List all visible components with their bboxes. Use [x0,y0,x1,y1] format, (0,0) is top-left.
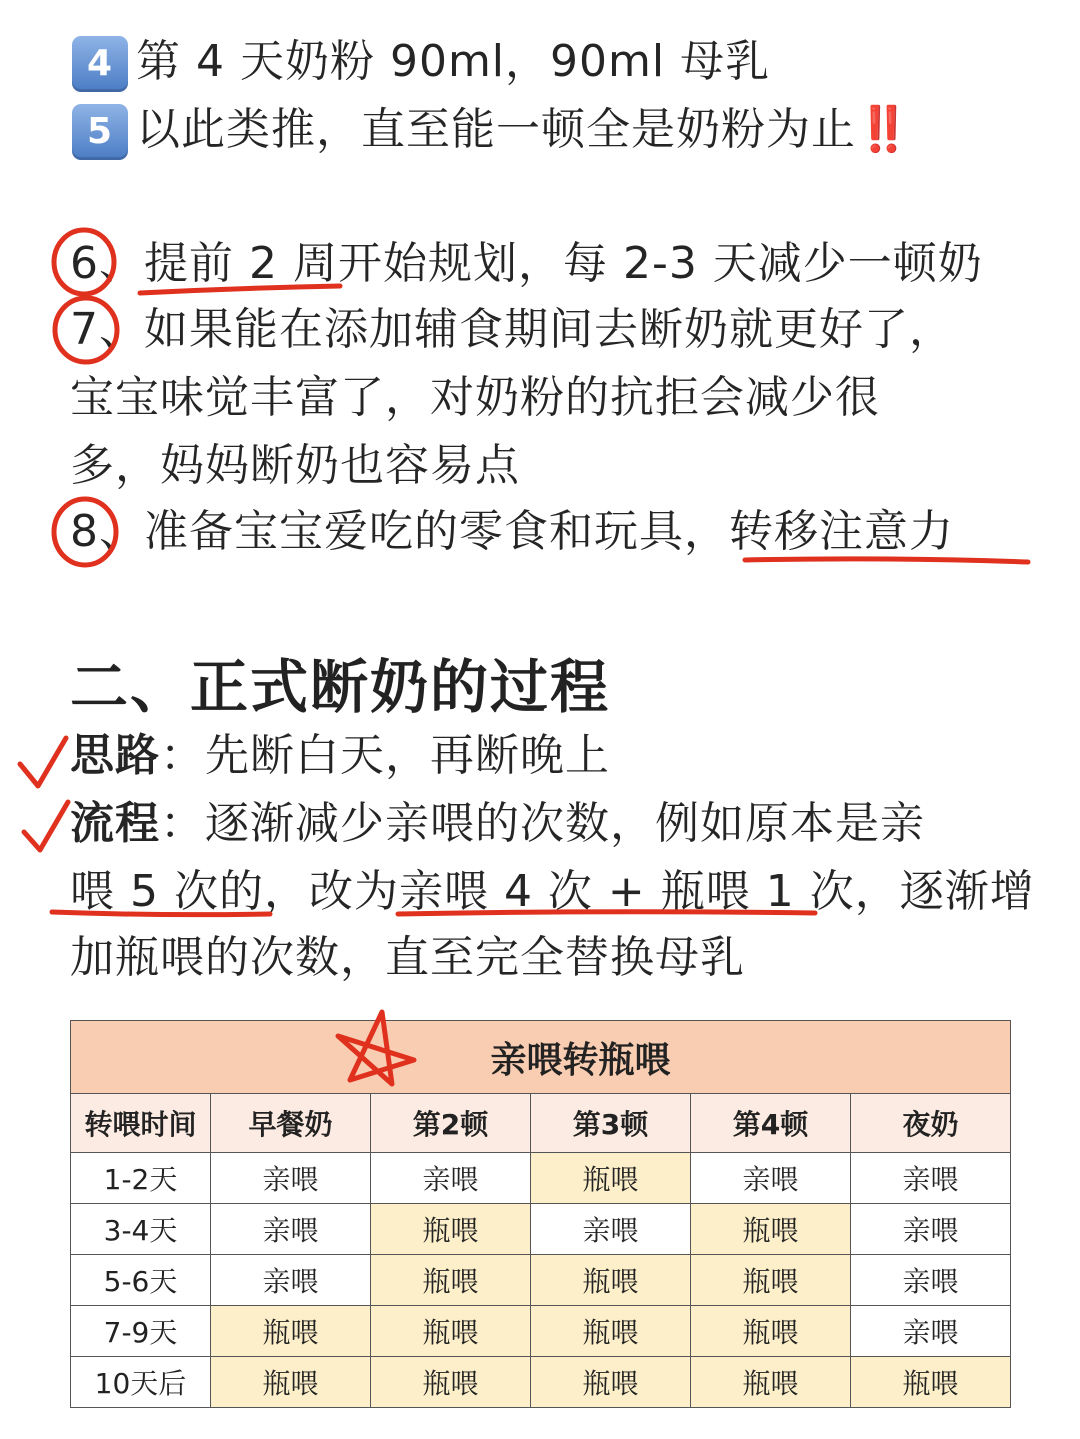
double-exclamation-icon: ‼️ [856,104,905,155]
idea-line [70,728,610,784]
list-item-4 [72,34,770,92]
tip-7-line3: 多，妈妈断奶也容易点 [70,440,520,491]
list-item-5 [72,102,905,160]
table-cell: 亲喂 [691,1153,851,1204]
table-cell: 瓶喂 [371,1255,531,1306]
process-line1 [70,796,925,852]
table-cell: 瓶喂 [211,1357,371,1408]
tip-6-text: 提前 2 周开始规划，每 2-3 天减少一顿奶 [144,238,983,289]
table-cell: 瓶喂 [371,1357,531,1408]
table-row [71,1204,1011,1255]
keycap-5-icon: 5 [72,104,128,160]
table-header-cell: 夜奶 [851,1094,1011,1153]
table-time-cell: 10天后 [71,1357,211,1408]
table-cell: 瓶喂 [371,1204,531,1255]
table-cell: 瓶喂 [531,1255,691,1306]
table-cell: 亲喂 [371,1153,531,1204]
process-text-1: ：逐渐减少亲喂的次数，例如原本是亲 [160,798,925,849]
keycap-4-icon: 4 [72,36,128,92]
tip-7-number: 7、 [70,304,144,355]
table-cell: 亲喂 [851,1255,1011,1306]
table-cell: 亲喂 [851,1306,1011,1357]
table-body [71,1153,1011,1408]
tip-7-line1: 如果能在添加辅食期间去断奶就更好了， [144,304,954,355]
tip-7-line2: 宝宝味觉丰富了，对奶粉的抗拒会减少很 [70,372,880,423]
table-cell: 瓶喂 [531,1153,691,1204]
process-line3: 加瓶喂的次数，直至完全替换母乳 [70,932,745,983]
table-time-cell: 5-6天 [71,1255,211,1306]
idea-label: 思路 [70,730,160,781]
table-cell: 瓶喂 [691,1255,851,1306]
feeding-schedule-table [70,1020,1010,1408]
checkmark-process-icon [24,802,68,850]
process-line2: 喂 5 次的，改为亲喂 4 次 + 瓶喂 1 次，逐渐增 [70,866,1035,917]
table-cell: 瓶喂 [691,1357,851,1408]
list-item-4-text: 第 4 天奶粉 90ml，90ml 母乳 [136,36,771,87]
tip-6-number: 6、 [70,238,144,289]
table-row [71,1255,1011,1306]
table-cell: 瓶喂 [371,1306,531,1357]
table-header-cell: 转喂时间 [71,1094,211,1153]
table-row [71,1306,1011,1357]
idea-text: ：先断白天，再断晚上 [160,730,610,781]
table-header-row [71,1094,1011,1153]
tip-8-number: 8、 [70,506,144,557]
table-cell: 亲喂 [211,1255,371,1306]
table-cell: 瓶喂 [851,1357,1011,1408]
table-time-cell: 7-9天 [71,1306,211,1357]
table-title: 亲喂转瓶喂 [490,1039,671,1081]
table-header-cell: 第4顿 [691,1094,851,1153]
table-cell: 瓶喂 [211,1306,371,1357]
table-title-cell [71,1021,1011,1094]
table-cell: 亲喂 [211,1153,371,1204]
table-cell: 亲喂 [851,1153,1011,1204]
table-header-cell: 第2顿 [371,1094,531,1153]
table-row [71,1357,1011,1408]
checkmark-idea-icon [20,738,66,786]
table-cell: 亲喂 [851,1204,1011,1255]
process-label: 流程 [70,798,160,849]
table-cell: 亲喂 [211,1204,371,1255]
table-cell: 亲喂 [531,1204,691,1255]
tip-item-8 [70,504,954,560]
table-cell: 瓶喂 [691,1204,851,1255]
table-time-cell: 1-2天 [71,1153,211,1204]
tip-8-text: 准备宝宝爱吃的零食和玩具，转移注意力 [144,506,954,557]
table-cell: 瓶喂 [531,1357,691,1408]
tip-item-6 [70,236,983,292]
table-row [71,1153,1011,1204]
tip-item-7 [70,302,954,358]
table-header-cell: 早餐奶 [211,1094,371,1153]
table-cell: 瓶喂 [531,1306,691,1357]
list-item-5-text: 以此类推，直至能一顿全是奶粉为止 [136,104,856,155]
table-header-cell: 第3顿 [531,1094,691,1153]
section-heading: 二、正式断奶的过程 [70,653,611,721]
table-cell: 瓶喂 [691,1306,851,1357]
table-time-cell: 3-4天 [71,1204,211,1255]
